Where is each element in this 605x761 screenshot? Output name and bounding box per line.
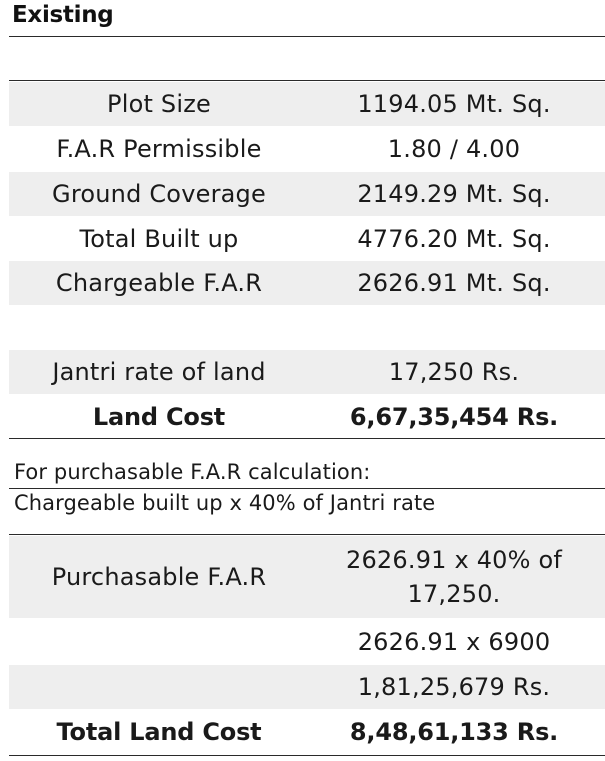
table-row-far-permissible — [9, 127, 605, 171]
table-row-purchasable-step-2 — [9, 620, 605, 664]
table-row-spacer — [9, 306, 605, 350]
table-row-chargeable-far — [9, 261, 605, 305]
row-label: F.A.R Permissible — [56, 135, 262, 163]
row-value-line-1: 2626.91 x 40% of — [345, 546, 562, 574]
row-value: 2626.91 x 6900 — [357, 628, 551, 656]
table-row-land-cost — [9, 395, 605, 439]
note-line-2: Chargeable built up x 40% of Jantri rate — [14, 491, 436, 515]
note-line-1: For purchasable F.A.R calculation: — [14, 460, 371, 484]
table-row-jantri-rate — [9, 350, 605, 394]
table-row-purchasable-far — [9, 536, 605, 618]
title-divider — [9, 36, 605, 37]
row-value: 2626.91 Mt. Sq. — [357, 269, 551, 297]
table-row-ground-coverage — [9, 172, 605, 216]
row-value: 1.80 / 4.00 — [387, 135, 521, 163]
land-cost-divider — [9, 438, 605, 439]
row-value-line-2: 17,250. — [407, 580, 501, 608]
table-bottom-divider — [9, 755, 605, 756]
table-row-total-land-cost — [9, 710, 605, 754]
row-value: 2149.29 Mt. Sq. — [357, 180, 551, 208]
row-value: 4776.20 Mt. Sq. — [357, 225, 551, 253]
row-value: 6,67,35,454 Rs. — [349, 403, 559, 431]
row-label: Chargeable F.A.R — [55, 269, 263, 297]
row-value: 1,81,25,679 Rs. — [357, 673, 551, 701]
row-label: Plot Size — [107, 90, 211, 118]
row-value: 17,250 Rs. — [388, 358, 520, 386]
row-label: Land Cost — [92, 403, 226, 431]
table-top-divider — [9, 80, 605, 81]
table-row-purchasable-step-3 — [9, 665, 605, 709]
table-row-total-built-up — [9, 217, 605, 261]
row-value: 8,48,61,133 Rs. — [349, 718, 559, 746]
purchase-table-top-divider — [9, 534, 605, 535]
row-label: Total Land Cost — [56, 718, 262, 746]
row-value — [309, 543, 599, 611]
row-value: 1194.05 Mt. Sq. — [357, 90, 551, 118]
note-divider — [9, 488, 605, 489]
row-label: Ground Coverage — [52, 180, 266, 208]
row-label: Jantri rate of land — [52, 358, 266, 386]
table-row-plot-size — [9, 82, 605, 126]
row-label: Purchasable F.A.R — [51, 563, 267, 591]
row-label: Total Built up — [79, 225, 239, 253]
section-title: Existing — [12, 2, 114, 28]
